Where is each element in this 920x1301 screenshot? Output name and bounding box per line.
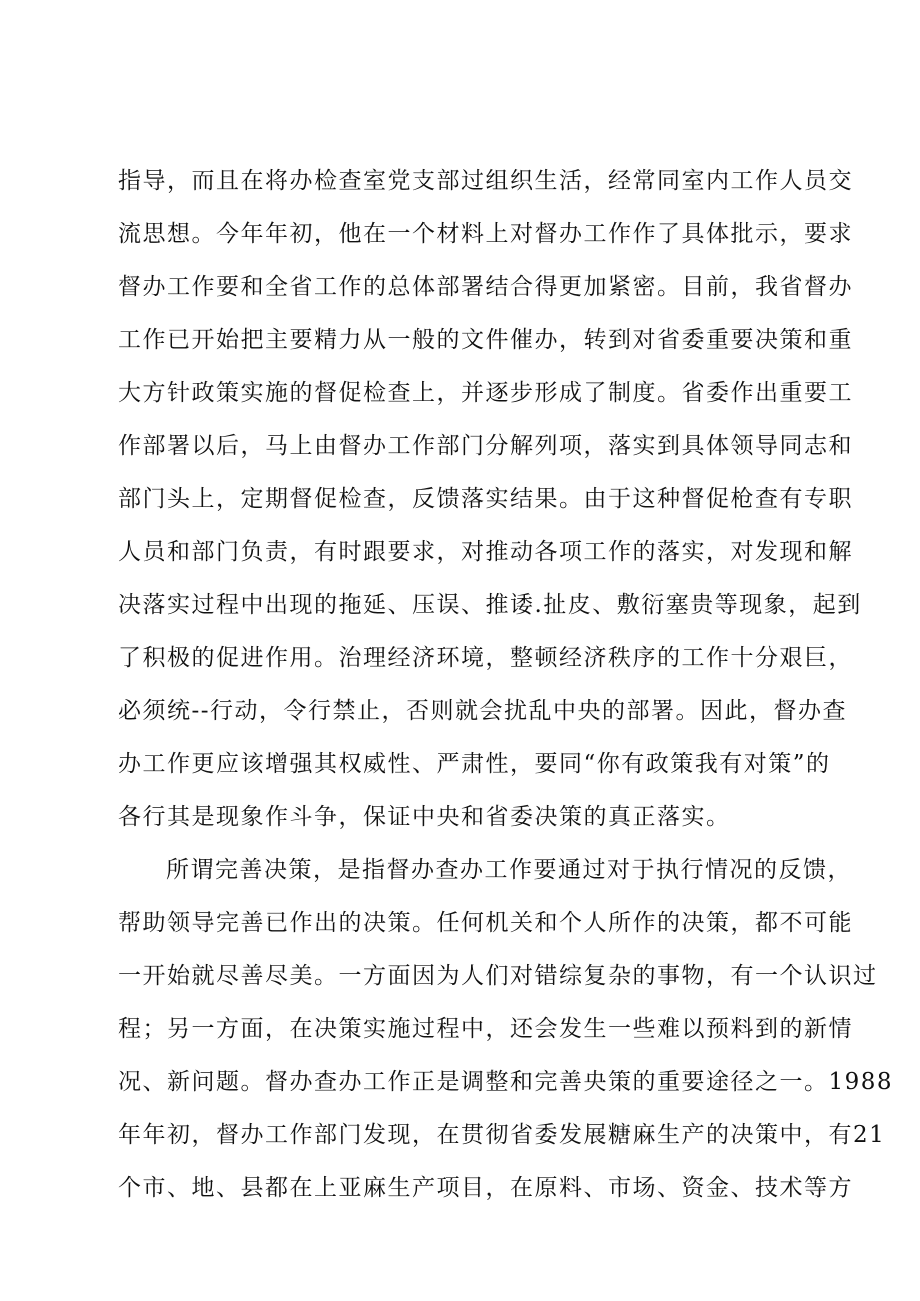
text-line: 部门头上，定期督促检查，反馈落实结果。由于这种督促枪查有专职 xyxy=(118,486,853,512)
text-line: 办工作更应该增强其权威性、严肃性，要同“你有政策我有对策”的 xyxy=(118,751,831,777)
text-line: 帮助领导完善已作出的决策。任何机关和个人所作的决策，都不可能 xyxy=(118,910,853,936)
text-line: 况、新问题。督办查办工作正是调整和完善央策的重要途径之一。1988 xyxy=(118,1069,894,1095)
paragraph-first-line: 所谓完善决策，是指督办查办工作要通过对于执行情况的反馈， xyxy=(166,857,852,883)
text-line: 作部署以后，马上由督办工作部门分解列项，落实到具体领导同志和 xyxy=(118,433,853,459)
text-line: 个市、地、县都在上亚麻生产项目，在原料、市场、资金、技术等方 xyxy=(118,1175,853,1201)
text-line: 各行其是现象作斗争，保证中央和省委决策的真正落实。 xyxy=(118,804,731,830)
text-line: 程；另一方面，在决策实施过程中，还会发生一些难以预料到的新情 xyxy=(118,1016,853,1042)
text-line: 了积极的促进作用。治理经济环境，整顿经济秩序的工作十分艰巨， xyxy=(118,645,853,671)
text-line: 大方针政策实施的督促检查上，并逐步形成了制度。省委作出重要工 xyxy=(118,380,853,406)
text-line: 工作已开始把主要精力从一般的文件催办，转到对省委重要决策和重 xyxy=(118,327,853,353)
text-line: 必须统--行动，令行禁止，否则就会扰乱中央的部署。因此，督办查 xyxy=(118,698,848,724)
text-line: 人员和部门负责，有时跟要求，对推动各项工作的落实，对发现和解 xyxy=(118,539,853,565)
text-line: 流思想。今年年初，他在一个材料上对督办工作作了具体批示，要求 xyxy=(118,221,853,247)
text-line: 决落实过程中出现的拖延、压误、推诿.扯皮、敷衍塞贵等现象，起到 xyxy=(118,592,862,618)
text-line: 督办工作要和全省工作的总体部署结合得更加紧密。目前，我省督办 xyxy=(118,274,853,300)
text-line: 指导，而且在将办检查室党支部过组织生活，经常同室内工作人员交 xyxy=(118,168,853,194)
text-line: 年年初，督办工作部门发现，在贯彻省委发展糖麻生产的决策中，有21 xyxy=(118,1122,886,1148)
text-line: 一开始就尽善尽美。一方面因为人们对错综复杂的事物，有一个认识过 xyxy=(118,963,878,989)
